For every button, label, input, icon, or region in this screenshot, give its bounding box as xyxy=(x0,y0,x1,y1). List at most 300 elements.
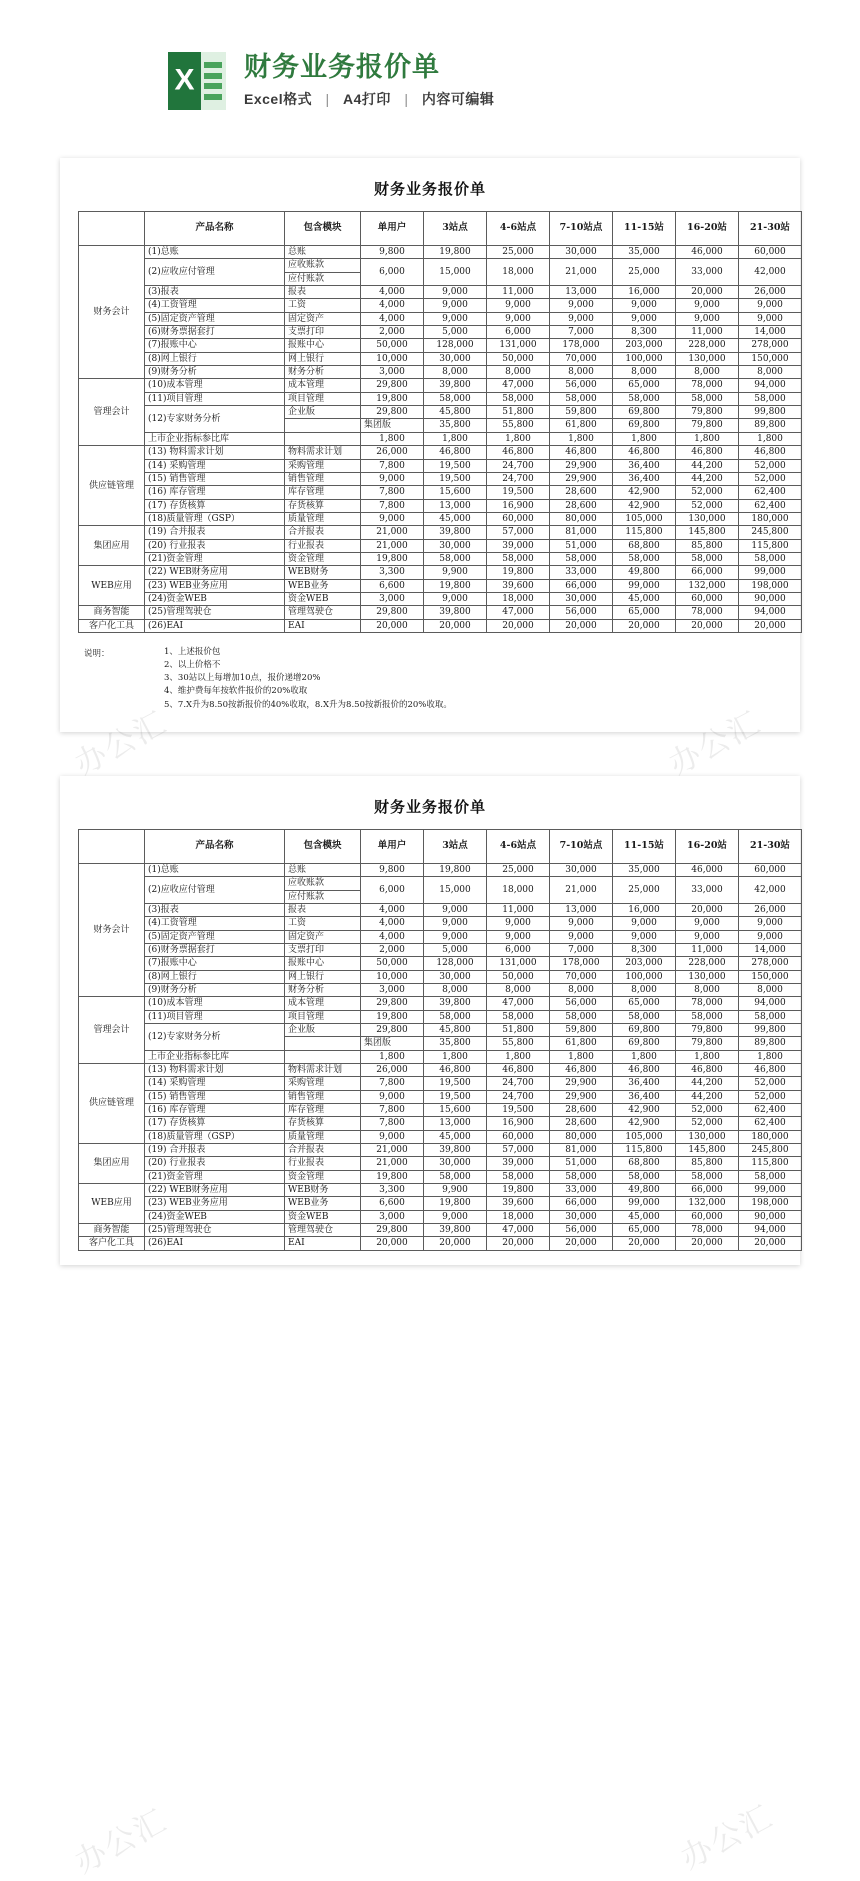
cell-price: 3,300 xyxy=(361,1184,424,1197)
cell-product-name: (3)报表 xyxy=(145,903,285,916)
table-header xyxy=(79,829,802,863)
cell-price: 30,000 xyxy=(550,246,613,259)
cell-price: 58,000 xyxy=(676,552,739,565)
cell-price: 9,000 xyxy=(676,312,739,325)
cell-product-name: (14) 采购管理 xyxy=(145,1077,285,1090)
cell-price: 24,700 xyxy=(487,1077,550,1090)
column-header-4-6-sites: 4-6站点 xyxy=(487,212,550,246)
cell-price: 39,600 xyxy=(487,1197,550,1210)
cell-price: 8,000 xyxy=(676,983,739,996)
cell-price: 39,800 xyxy=(424,997,487,1010)
cell-module: 合并报表 xyxy=(285,1144,361,1157)
cell-price: 29,900 xyxy=(550,1090,613,1103)
table-row xyxy=(79,1170,802,1183)
cell-price: 16,000 xyxy=(613,286,676,299)
subtitle-separator-2: | xyxy=(404,91,409,108)
cell-price: 20,000 xyxy=(613,1237,676,1250)
cell-product-name: (2)应收应付管理 xyxy=(145,877,285,904)
table-row xyxy=(79,579,802,592)
cell-price: 8,300 xyxy=(613,326,676,339)
cell-product-name: (23) WEB业务应用 xyxy=(145,1197,285,1210)
cell-product-name: (18)质量管理（GSP） xyxy=(145,512,285,525)
cell-product-name: (7)报账中心 xyxy=(145,339,285,352)
cell-price: 60,000 xyxy=(739,863,802,876)
cell-price: 60,000 xyxy=(676,592,739,605)
table-row xyxy=(79,339,802,352)
cell-price: 45,000 xyxy=(424,512,487,525)
cell-price: 21,000 xyxy=(361,1144,424,1157)
cell-module: 成本管理 xyxy=(285,997,361,1010)
cell-price: 36,400 xyxy=(613,459,676,472)
notes-label: 说明： xyxy=(84,648,110,659)
cell-price: 28,600 xyxy=(550,1104,613,1117)
cell-price: 49,800 xyxy=(613,1184,676,1197)
cell-module: 应收账款 xyxy=(285,877,361,890)
cell-price: 44,200 xyxy=(676,459,739,472)
cell-price: 1,800 xyxy=(361,432,424,445)
cell-price: 20,000 xyxy=(613,619,676,632)
quotation-sheet-card-1 xyxy=(60,158,800,783)
cell-module: 报账中心 xyxy=(285,957,361,970)
cell-category: 集团应用 xyxy=(79,526,145,566)
cell-price: 9,000 xyxy=(613,917,676,930)
cell-price: 20,000 xyxy=(676,903,739,916)
table-row xyxy=(79,1237,802,1250)
cell-price: 58,000 xyxy=(550,1170,613,1183)
column-header-category xyxy=(79,829,145,863)
cell-price: 61,800 xyxy=(550,419,613,432)
quotation-table xyxy=(78,211,802,633)
column-header-module: 包含模块 xyxy=(285,212,361,246)
cell-price: 62,400 xyxy=(739,499,802,512)
cell-price: 5,000 xyxy=(424,326,487,339)
cell-price: 19,800 xyxy=(424,246,487,259)
cell-product-name: 上市企业指标参比库 xyxy=(145,1050,285,1063)
cell-price: 55,800 xyxy=(487,1037,550,1050)
cell-price: 60,000 xyxy=(487,512,550,525)
cell-price: 130,000 xyxy=(676,1130,739,1143)
cell-category: 管理会计 xyxy=(79,379,145,446)
cell-price: 35,000 xyxy=(613,863,676,876)
cell-price: 42,900 xyxy=(613,499,676,512)
cell-price: 46,800 xyxy=(739,446,802,459)
cell-price: 51,800 xyxy=(487,406,550,419)
cell-price: 9,000 xyxy=(487,917,550,930)
cell-product-name: (21)资金管理 xyxy=(145,552,285,565)
column-header-16-20-sites: 16-20站 xyxy=(676,212,739,246)
cell-price: 39,800 xyxy=(424,379,487,392)
cell-price: 52,000 xyxy=(676,499,739,512)
cell-price: 18,000 xyxy=(487,259,550,286)
cell-price: 19,500 xyxy=(487,1104,550,1117)
cell-module: 质量管理 xyxy=(285,1130,361,1143)
cell-price: 42,900 xyxy=(613,486,676,499)
cell-price: 46,800 xyxy=(424,1063,487,1076)
cell-price: 46,800 xyxy=(424,446,487,459)
cell-module: 总账 xyxy=(285,246,361,259)
cell-product-name: (10)成本管理 xyxy=(145,997,285,1010)
cell-price: 65,000 xyxy=(613,606,676,619)
cell-price: 15,600 xyxy=(424,1104,487,1117)
cell-price: 178,000 xyxy=(550,957,613,970)
cell-price: 3,000 xyxy=(361,983,424,996)
note-item: 1、上述报价包 xyxy=(164,646,221,657)
cell-price: 1,800 xyxy=(613,1050,676,1063)
table-row xyxy=(79,472,802,485)
cell-price: 24,700 xyxy=(487,459,550,472)
cell-price: 46,800 xyxy=(550,446,613,459)
cell-price: 1,800 xyxy=(676,1050,739,1063)
cell-price: 58,000 xyxy=(676,392,739,405)
column-header-21-30-sites: 21-30站 xyxy=(739,829,802,863)
table-row xyxy=(79,526,802,539)
cell-price: 278,000 xyxy=(739,957,802,970)
cell-price: 99,000 xyxy=(613,579,676,592)
cell-module: 合并报表 xyxy=(285,526,361,539)
cell-price: 4,000 xyxy=(361,299,424,312)
cell-product-name: (5)固定资产管理 xyxy=(145,930,285,943)
cell-module: 报表 xyxy=(285,286,361,299)
cell-price: 8,000 xyxy=(550,983,613,996)
cell-module: 销售管理 xyxy=(285,472,361,485)
cell-price: 39,000 xyxy=(487,1157,550,1170)
cell-module: 网上银行 xyxy=(285,970,361,983)
column-header-7-10-sites: 7-10站点 xyxy=(550,212,613,246)
cell-price: 7,800 xyxy=(361,1117,424,1130)
cell-price: 30,000 xyxy=(424,539,487,552)
cell-product-name: (7)报账中心 xyxy=(145,957,285,970)
table-row xyxy=(79,903,802,916)
cell-price: 115,800 xyxy=(613,526,676,539)
table-row xyxy=(79,459,802,472)
cell-price: 69,800 xyxy=(613,406,676,419)
cell-price: 7,800 xyxy=(361,1077,424,1090)
cell-price: 115,800 xyxy=(613,1144,676,1157)
cell-price: 180,000 xyxy=(739,1130,802,1143)
table-row xyxy=(79,606,802,619)
cell-module: 支票打印 xyxy=(285,943,361,956)
table-row xyxy=(79,1130,802,1143)
cell-price: 42,000 xyxy=(739,259,802,286)
cell-price: 52,000 xyxy=(676,1104,739,1117)
cell-price: 65,000 xyxy=(613,997,676,1010)
page-header xyxy=(0,0,860,110)
cell-price: 46,000 xyxy=(676,863,739,876)
cell-product-name: (8)网上银行 xyxy=(145,352,285,365)
cell-price: 58,000 xyxy=(424,552,487,565)
cell-price: 6,000 xyxy=(487,326,550,339)
cell-price: 8,000 xyxy=(613,983,676,996)
cell-price: 78,000 xyxy=(676,379,739,392)
table-row xyxy=(79,619,802,632)
cell-price: 50,000 xyxy=(487,352,550,365)
cell-price: 13,000 xyxy=(424,1117,487,1130)
cell-price: 79,800 xyxy=(676,419,739,432)
cell-price: 58,000 xyxy=(550,392,613,405)
cell-price: 8,000 xyxy=(739,366,802,379)
cell-price: 56,000 xyxy=(550,997,613,1010)
cell-price: 130,000 xyxy=(676,970,739,983)
cell-price: 58,000 xyxy=(613,392,676,405)
cell-price: 132,000 xyxy=(676,579,739,592)
cell-price: 51,800 xyxy=(487,1023,550,1036)
cell-module: 销售管理 xyxy=(285,1090,361,1103)
cell-price: 1,800 xyxy=(550,1050,613,1063)
cell-price: 85,800 xyxy=(676,1157,739,1170)
cell-module: 管理驾驶仓 xyxy=(285,606,361,619)
cell-price: 11,000 xyxy=(676,326,739,339)
cell-price: 20,000 xyxy=(739,619,802,632)
cell-module: 企业版 xyxy=(285,406,361,419)
cell-price: 8,000 xyxy=(613,366,676,379)
cell-price: 9,000 xyxy=(361,472,424,485)
cell-price: 115,800 xyxy=(739,539,802,552)
cell-product-name: (16) 库存管理 xyxy=(145,486,285,499)
cell-module xyxy=(285,1050,361,1063)
cell-price: 45,000 xyxy=(613,1210,676,1223)
cell-price: 58,000 xyxy=(487,1170,550,1183)
cell-price: 278,000 xyxy=(739,339,802,352)
cell-price: 4,000 xyxy=(361,286,424,299)
table-row xyxy=(79,917,802,930)
table-row xyxy=(79,863,802,876)
cell-price: 62,400 xyxy=(739,1104,802,1117)
cell-price: 16,900 xyxy=(487,1117,550,1130)
table-header-row xyxy=(79,829,802,863)
cell-module: 财务分析 xyxy=(285,983,361,996)
cell-price: 79,800 xyxy=(676,1037,739,1050)
cell-price: 36,400 xyxy=(613,1077,676,1090)
cell-module: 采购管理 xyxy=(285,459,361,472)
cell-price: 13,000 xyxy=(550,286,613,299)
cell-price: 16,000 xyxy=(613,903,676,916)
cell-price: 228,000 xyxy=(676,339,739,352)
cell-price: 13,000 xyxy=(424,499,487,512)
cell-price: 56,000 xyxy=(550,379,613,392)
cell-price: 45,800 xyxy=(424,406,487,419)
cell-price: 30,000 xyxy=(550,592,613,605)
cell-price: 39,800 xyxy=(424,1144,487,1157)
table-body xyxy=(79,863,802,1250)
cell-price: 150,000 xyxy=(739,352,802,365)
cell-price: 59,800 xyxy=(550,1023,613,1036)
cell-price: 19,800 xyxy=(487,1184,550,1197)
cell-price: 79,800 xyxy=(676,1023,739,1036)
note-item: 4、维护费每年按软件报价的20%收取 xyxy=(164,686,308,697)
cell-price: 8,300 xyxy=(613,943,676,956)
cell-product-name: (26)EAI xyxy=(145,1237,285,1250)
cell-price: 1,800 xyxy=(361,1050,424,1063)
cell-price: 6,600 xyxy=(361,579,424,592)
cell-price: 99,000 xyxy=(613,1197,676,1210)
watermark: 办公汇 xyxy=(68,1802,174,1881)
cell-product-name: (13) 物料需求计划 xyxy=(145,1063,285,1076)
cell-price: 11,000 xyxy=(487,286,550,299)
cell-price: 10,000 xyxy=(361,970,424,983)
cell-price: 29,800 xyxy=(361,1023,424,1036)
cell-price: 66,000 xyxy=(676,566,739,579)
cell-price: 20,000 xyxy=(739,1237,802,1250)
cell-price: 21,000 xyxy=(361,526,424,539)
table-row xyxy=(79,1077,802,1090)
cell-price: 30,000 xyxy=(424,970,487,983)
note-item: 2、以上价格不 xyxy=(164,660,221,671)
cell-price: 8,000 xyxy=(739,983,802,996)
table-row xyxy=(79,512,802,525)
cell-product-name: (18)质量管理（GSP） xyxy=(145,1130,285,1143)
cell-price: 47,000 xyxy=(487,1224,550,1237)
cell-price: 8,000 xyxy=(676,366,739,379)
table-row xyxy=(79,1224,802,1237)
table-row xyxy=(79,930,802,943)
cell-price: 13,000 xyxy=(550,903,613,916)
cell-module: EAI xyxy=(285,1237,361,1250)
cell-price: 58,000 xyxy=(739,1170,802,1183)
subtitle-item-editable: 内容可编辑 xyxy=(421,91,495,108)
cell-module: 项目管理 xyxy=(285,1010,361,1023)
cell-price: 8,000 xyxy=(424,983,487,996)
column-header-7-10-sites: 7-10站点 xyxy=(550,829,613,863)
cell-product-name: (19) 合并报表 xyxy=(145,526,285,539)
cell-price: 6,000 xyxy=(487,943,550,956)
cell-price: 7,800 xyxy=(361,499,424,512)
cell-price: 8,000 xyxy=(424,366,487,379)
cell-price: 19,800 xyxy=(424,579,487,592)
cell-price: 46,800 xyxy=(487,1063,550,1076)
cell-module: 财务分析 xyxy=(285,366,361,379)
cell-product-name xyxy=(285,419,361,432)
cell-price: 29,800 xyxy=(361,379,424,392)
cell-module: 行业报表 xyxy=(285,1157,361,1170)
cell-price: 8,000 xyxy=(550,366,613,379)
cell-price: 26,000 xyxy=(739,286,802,299)
cell-price: 44,200 xyxy=(676,1077,739,1090)
cell-price: 203,000 xyxy=(613,957,676,970)
cell-product-name: 上市企业指标参比库 xyxy=(145,432,285,445)
cell-price: 69,800 xyxy=(613,1037,676,1050)
cell-price: 58,000 xyxy=(739,1010,802,1023)
cell-price: 58,000 xyxy=(739,392,802,405)
cell-price: 130,000 xyxy=(676,512,739,525)
cell-price: 25,000 xyxy=(613,877,676,904)
cell-module: 存货核算 xyxy=(285,1117,361,1130)
cell-product-name: (3)报表 xyxy=(145,286,285,299)
cell-module: 资金WEB xyxy=(285,592,361,605)
cell-price: 24,700 xyxy=(487,1090,550,1103)
table-row xyxy=(79,1104,802,1117)
cell-price: 9,000 xyxy=(550,299,613,312)
cell-price: 29,900 xyxy=(550,459,613,472)
cell-module: WEB业务 xyxy=(285,579,361,592)
cell-price: 20,000 xyxy=(676,1237,739,1250)
cell-price: 99,000 xyxy=(739,1184,802,1197)
cell-price: 58,000 xyxy=(550,1010,613,1023)
cell-price: 25,000 xyxy=(613,259,676,286)
cell-price: 9,000 xyxy=(613,312,676,325)
cell-product-name: (21)资金管理 xyxy=(145,1170,285,1183)
cell-product-name: (22) WEB财务应用 xyxy=(145,1184,285,1197)
quotation-table xyxy=(78,829,802,1251)
cell-price: 4,000 xyxy=(361,930,424,943)
cell-module: 应付账款 xyxy=(285,272,361,285)
cell-product-name: (24)资金WEB xyxy=(145,1210,285,1223)
cell-price: 26,000 xyxy=(361,446,424,459)
cell-price: 60,000 xyxy=(487,1130,550,1143)
cell-module: 库存管理 xyxy=(285,486,361,499)
watermark: 办公汇 xyxy=(674,1798,780,1877)
cell-product-name: (17) 存货核算 xyxy=(145,1117,285,1130)
cell-price: 19,500 xyxy=(424,1077,487,1090)
cell-product-name: (19) 合并报表 xyxy=(145,1144,285,1157)
cell-price: 78,000 xyxy=(676,1224,739,1237)
cell-category: WEB应用 xyxy=(79,566,145,606)
cell-price: 70,000 xyxy=(550,970,613,983)
table-row xyxy=(79,432,802,445)
cell-price: 58,000 xyxy=(676,1010,739,1023)
cell-product-name: (11)项目管理 xyxy=(145,392,285,405)
cell-price: 66,000 xyxy=(550,1197,613,1210)
table-row xyxy=(79,877,802,890)
cell-price: 20,000 xyxy=(487,1237,550,1250)
cell-price: 132,000 xyxy=(676,1197,739,1210)
cell-module: 网上银行 xyxy=(285,352,361,365)
cell-price: 10,000 xyxy=(361,352,424,365)
cell-product-name: (14) 采购管理 xyxy=(145,459,285,472)
column-header-module: 包含模块 xyxy=(285,829,361,863)
cell-price: 18,000 xyxy=(487,1210,550,1223)
cell-price: 9,000 xyxy=(613,930,676,943)
cell-product-name xyxy=(285,1037,361,1050)
cell-price: 57,000 xyxy=(487,1144,550,1157)
cell-price: 58,000 xyxy=(487,392,550,405)
cell-price: 80,000 xyxy=(550,1130,613,1143)
table-row xyxy=(79,259,802,272)
cell-product-name: (11)项目管理 xyxy=(145,1010,285,1023)
cell-price: 30,000 xyxy=(550,1210,613,1223)
cell-price: 35,000 xyxy=(613,246,676,259)
cell-price: 30,000 xyxy=(424,1157,487,1170)
subtitle-item-print: A4打印 xyxy=(343,91,391,108)
cell-price: 9,000 xyxy=(487,312,550,325)
cell-price: 19,800 xyxy=(487,566,550,579)
cell-price: 245,800 xyxy=(739,1144,802,1157)
cell-module: 管理驾驶仓 xyxy=(285,1224,361,1237)
cell-price: 9,000 xyxy=(676,917,739,930)
cell-price: 5,000 xyxy=(424,943,487,956)
excel-logo-icon xyxy=(168,52,226,110)
cell-price: 50,000 xyxy=(361,339,424,352)
cell-product-name: (9)财务分析 xyxy=(145,366,285,379)
cell-price: 9,000 xyxy=(487,299,550,312)
cell-price: 145,800 xyxy=(676,1144,739,1157)
cell-price: 47,000 xyxy=(487,379,550,392)
cell-category: 财务会计 xyxy=(79,246,145,379)
table-row xyxy=(79,1184,802,1197)
table-row xyxy=(79,379,802,392)
cell-price: 19,500 xyxy=(424,1090,487,1103)
cell-price: 9,000 xyxy=(676,299,739,312)
cell-product-name: (6)财务票据套打 xyxy=(145,943,285,956)
table-row xyxy=(79,312,802,325)
cell-price: 52,000 xyxy=(739,1077,802,1090)
cell-price: 245,800 xyxy=(739,526,802,539)
watermark: 办公汇 xyxy=(68,704,174,783)
cell-module: 总账 xyxy=(285,863,361,876)
cell-price: 7,000 xyxy=(550,326,613,339)
cell-price: 9,000 xyxy=(739,312,802,325)
cell-price: 100,000 xyxy=(613,352,676,365)
cell-price: 9,000 xyxy=(424,312,487,325)
